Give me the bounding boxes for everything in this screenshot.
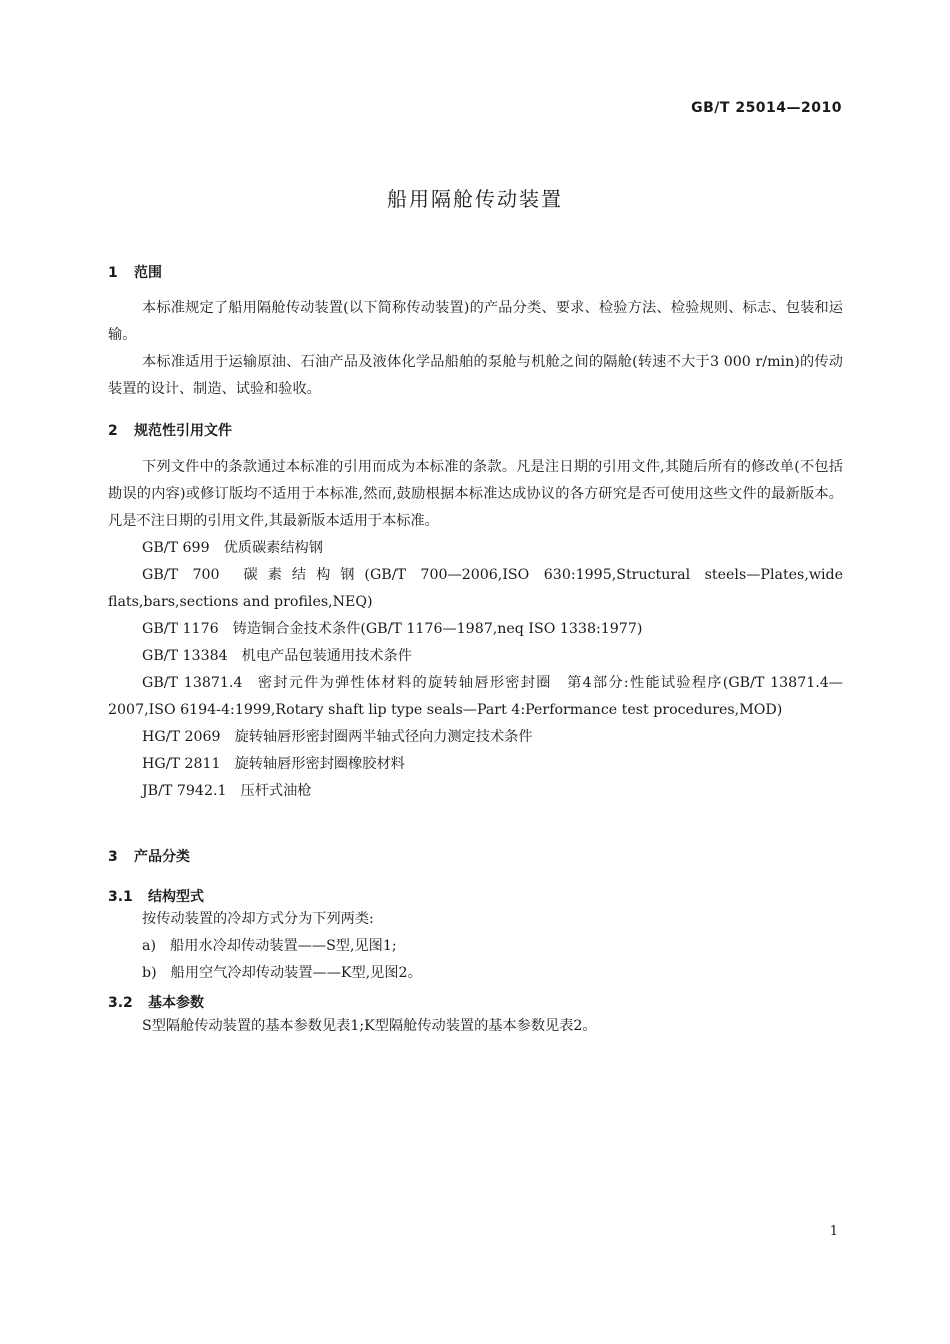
reference-code: HG/T 2069: [142, 729, 221, 745]
section-title: 基本参数: [148, 995, 204, 1011]
section-2-heading: [108, 420, 232, 440]
paragraph: 按传动装置的冷却方式分为下列两类:: [142, 911, 374, 927]
section-number: 3.1: [108, 889, 133, 905]
reference-title: 压杆式油枪: [240, 783, 312, 799]
document-title: 船用隔舱传动装置: [387, 187, 563, 211]
list-item: [142, 960, 422, 987]
reference-title: 旋转轴唇形密封圈橡胶材料: [234, 756, 405, 772]
reference-item: [108, 643, 843, 670]
reference-item: [108, 751, 843, 778]
paragraph: 本标准适用于运输原油、石油产品及液体化学品船舶的泵舱与机舱之间的隔舱(转速不大于3 000 r/min)的传动装置的设计、制造、试验和验收。: [108, 354, 843, 397]
section-3-1-heading: [108, 886, 204, 906]
reference-title: 碳素结构钢(GB/T 700—2006,ISO 630:1995,Structural steels—Plates,wide flats,bars,sections and profiles,NEQ): [108, 567, 843, 610]
reference-item: [108, 724, 843, 751]
section-number: 1: [108, 265, 118, 281]
list-item-text: 船用空气冷却传动装置——K型,见图2。: [170, 965, 422, 981]
section-2-intro: [108, 454, 843, 535]
section-number: 3.2: [108, 995, 133, 1011]
section-title: 规范性引用文件: [134, 423, 232, 439]
section-3-1-intro: [108, 906, 843, 933]
reference-item: [108, 670, 843, 724]
reference-item: [108, 778, 843, 805]
section-number: 3: [108, 849, 118, 865]
reference-title: 优质碳素结构钢: [223, 540, 323, 556]
reference-title: 密封元件为弹性体材料的旋转轴唇形密封圈 第4部分:性能试验程序(GB/T 13871.4—2007,ISO 6194-4:1999,Rotary shaft lip type seals—Part 4:Performance test procedures,MOD): [108, 675, 843, 718]
section-3-heading: [108, 846, 190, 866]
paragraph: 本标准规定了船用隔舱传动装置(以下简称传动装置)的产品分类、要求、检验方法、检验规则、标志、包装和运输。: [108, 300, 843, 343]
reference-code: GB/T 699: [142, 540, 210, 556]
reference-code: GB/T 13871.4: [142, 675, 243, 691]
reference-code: GB/T 700: [142, 567, 220, 583]
list-item: [142, 933, 397, 960]
section-3-2-heading: [108, 992, 204, 1012]
standard-code: GB/T 25014—2010: [691, 100, 842, 116]
reference-list: [108, 535, 843, 805]
page-number: 1: [829, 1224, 838, 1239]
reference-code: HG/T 2811: [142, 756, 221, 772]
reference-code: GB/T 1176: [142, 621, 219, 637]
section-3-2-body: [108, 1013, 843, 1040]
section-title: 结构型式: [148, 889, 204, 905]
reference-code: GB/T 13384: [142, 648, 228, 664]
section-number: 2: [108, 423, 118, 439]
list-item-text: 船用水冷却传动装置——S型,见图1;: [170, 938, 397, 954]
reference-title: 旋转轴唇形密封圈两半轴式径向力测定技术条件: [234, 729, 533, 745]
reference-item: [108, 562, 843, 616]
list-item-label: a): [142, 938, 156, 954]
section-1-heading: [108, 262, 162, 282]
paragraph: 下列文件中的条款通过本标准的引用而成为本标准的条款。凡是注日期的引用文件,其随后所有的修改单(不包括勘误的内容)或修订版均不适用于本标准,然而,鼓励根据本标准达成协议的各方研究是否可使用这些文件的最新版本。凡是不注日期的引用文件,其最新版本适用于本标准。: [108, 459, 843, 529]
reference-code: JB/T 7942.1: [142, 783, 227, 799]
section-1-body: [108, 295, 843, 403]
list-item-label: b): [142, 965, 157, 981]
paragraph: S型隔舱传动装置的基本参数见表1;K型隔舱传动装置的基本参数见表2。: [142, 1018, 597, 1034]
reference-title: 铸造铜合金技术条件(GB/T 1176—1987,neq ISO 1338:1977): [232, 621, 643, 637]
reference-item: [108, 616, 843, 643]
section-title: 范围: [134, 265, 162, 281]
reference-title: 机电产品包装通用技术条件: [241, 648, 412, 664]
section-title: 产品分类: [134, 849, 190, 865]
reference-item: [108, 535, 843, 562]
